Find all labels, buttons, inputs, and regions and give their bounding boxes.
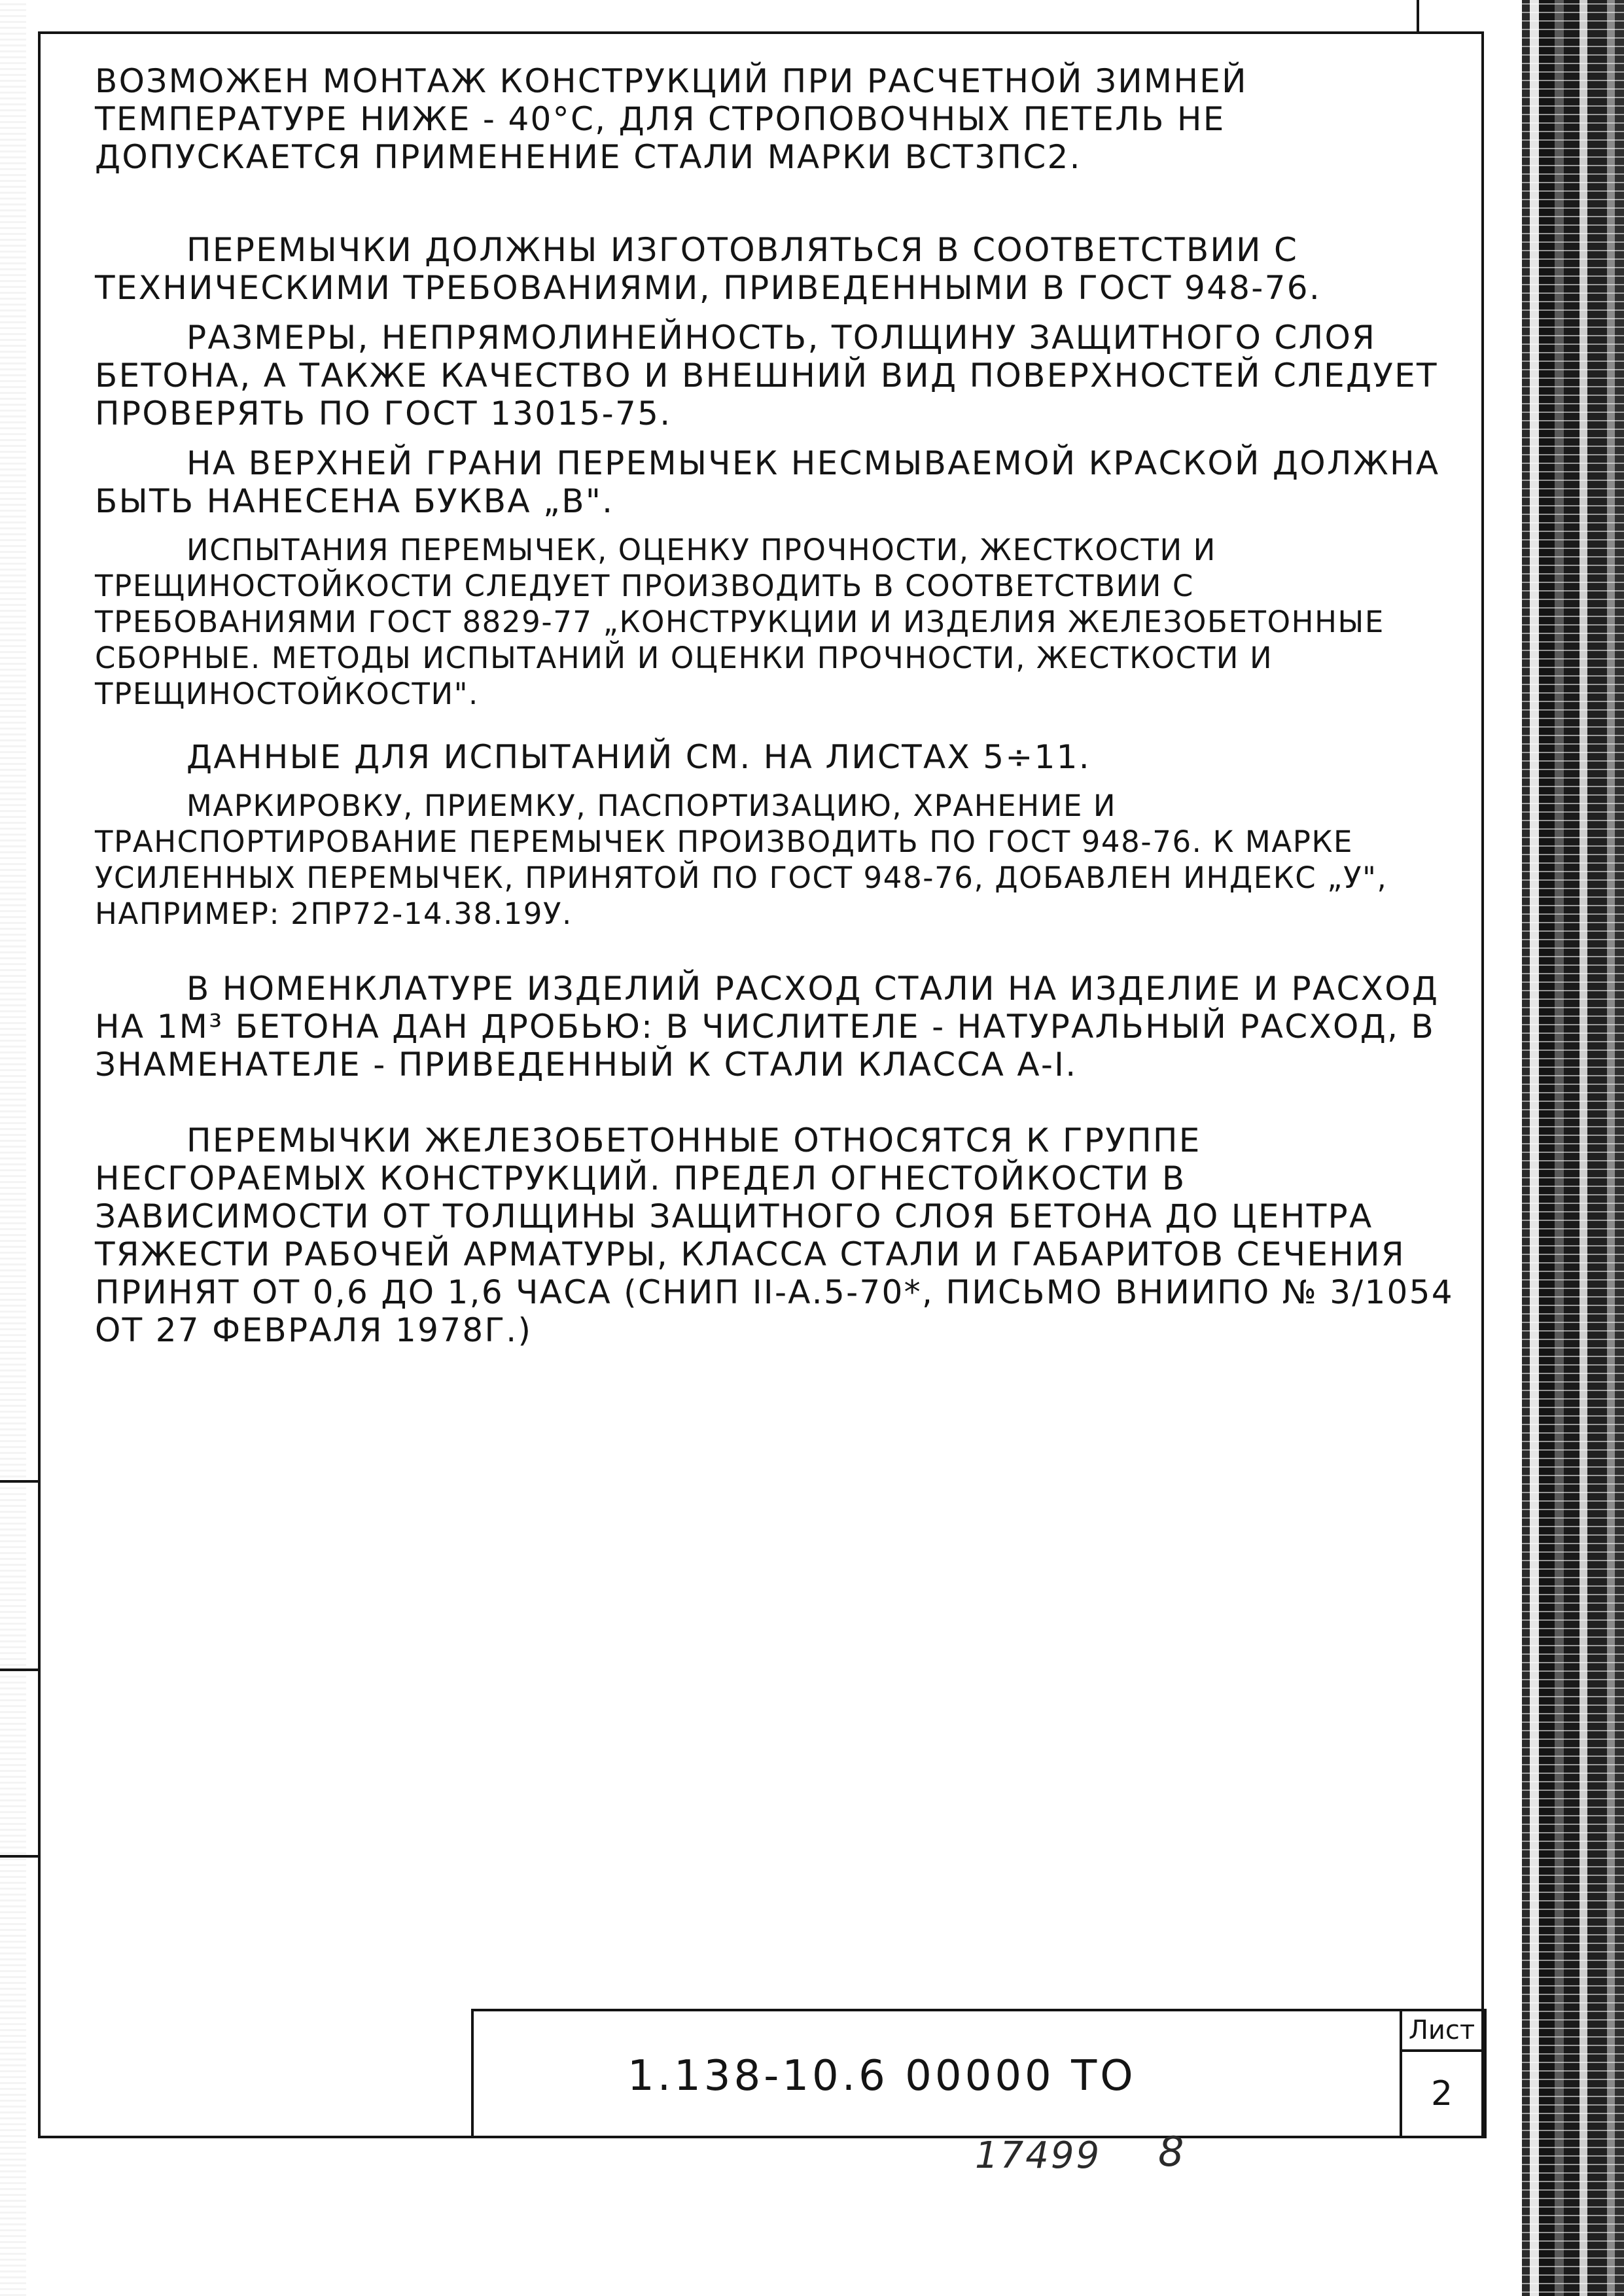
technical-notes xyxy=(95,62,1456,1349)
paragraph-marking-storage: МАРКИРОВКУ, ПРИЕМКУ, ПАСПОРТИЗАЦИЮ, ХРАНЕНИЕ И ТРАНСПОРТИРОВАНИЕ ПЕРЕМЫЧЕК ПРОИЗВОДИТЬ ПО ГОСТ 948-76. К МАРКЕ УСИЛЕННЫХ ПЕРЕМЫЧЕК, ПРИНЯТОЙ ПО ГОСТ 948-76, ДОБАВЛЕН ИНДЕКС „У", НАПРИМЕР: 2ПР72-14.38.19У. xyxy=(95,788,1388,931)
scan-edge-left xyxy=(0,0,26,2296)
margin-tick xyxy=(0,1855,41,1858)
paragraph-frost-note: ВОЗМОЖЕН МОНТАЖ КОНСТРУКЦИЙ ПРИ РАСЧЕТНОЙ ЗИМНЕЙ ТЕМПЕРАТУРЕ НИЖЕ - 40°С, ДЛЯ СТРОПОВОЧНЫХ ПЕТЕЛЬ НЕ ДОПУСКАЕТСЯ ПРИМЕНЕНИЕ СТАЛИ МАРКИ ВСТ3ПС2. xyxy=(95,62,1248,176)
sheet-cell xyxy=(1400,2011,1484,2136)
archive-number: 17499 xyxy=(975,2134,1102,2177)
paragraph-marking-letter: НА ВЕРХНЕЙ ГРАНИ ПЕРЕМЫЧЕК НЕСМЫВАЕМОЙ КРАСКОЙ ДОЛЖНА БЫТЬ НАНЕСЕНА БУКВА „В". xyxy=(95,444,1440,520)
paragraph-steel-consumption: В НОМЕНКЛАТУРЕ ИЗДЕЛИЙ РАСХОД СТАЛИ НА ИЗДЕЛИЕ И РАСХОД НА 1М³ БЕТОНА ДАН ДРОБЬЮ: В ЧИСЛИТЕЛЕ - НАТУРАЛЬНЫЙ РАСХОД, В ЗНАМЕНАТЕЛЕ - ПРИВЕДЕННЫЙ К СТАЛИ КЛАССА А-I. xyxy=(95,970,1439,1084)
paragraph-testing: ИСПЫТАНИЯ ПЕРЕМЫЧЕК, ОЦЕНКУ ПРОЧНОСТИ, ЖЕСТКОСТИ И ТРЕЩИНОСТОЙКОСТИ СЛЕДУЕТ ПРОИЗВОДИТЬ В СООТВЕТСТВИИ С ТРЕБОВАНИЯМИ ГОСТ 8829-77 „КОНСТРУКЦИИ И ИЗДЕЛИЯ ЖЕЛЕЗОБЕТОННЫЕ СБОРНЫЕ. МЕТОДЫ ИСПЫТАНИЙ И ОЦЕНКИ ПРОЧНОСТИ, ЖЕСТКОСТИ И ТРЕЩИНОСТОЙКОСТИ". xyxy=(95,533,1385,711)
sheet-label: Лист xyxy=(1402,2011,1481,2052)
paragraph-dimensions-check: РАЗМЕРЫ, НЕПРЯМОЛИНЕЙНОСТЬ, ТОЛЩИНУ ЗАЩИТНОГО СЛОЯ БЕТОНА, А ТАКЖЕ КАЧЕСТВО И ВНЕШНИЙ ВИД ПОВЕРХНОСТЕЙ СЛЕДУЕТ ПРОВЕРЯТЬ ПО ГОСТ 13015-75. xyxy=(95,319,1438,433)
scan-edge-right xyxy=(1517,0,1624,2296)
margin-tick xyxy=(0,1480,41,1483)
paragraph-test-data: ДАННЫЕ ДЛЯ ИСПЫТАНИЙ СМ. НА ЛИСТАХ 5÷11. xyxy=(186,738,1091,776)
frame-tick xyxy=(1417,0,1419,31)
paragraph-manufacture: ПЕРЕМЫЧКИ ДОЛЖНЫ ИЗГОТОВЛЯТЬСЯ В СООТВЕТСТВИИ С ТЕХНИЧЕСКИМИ ТРЕБОВАНИЯМИ, ПРИВЕДЕННЫМИ В ГОСТ 948-76. xyxy=(95,231,1322,307)
paragraph-fire-resistance: ПЕРЕМЫЧКИ ЖЕЛЕЗОБЕТОННЫЕ ОТНОСЯТСЯ К ГРУППЕ НЕСГОРАЕМЫХ КОНСТРУКЦИЙ. ПРЕДЕЛ ОГНЕСТОЙКОСТИ В ЗАВИСИМОСТИ ОТ ТОЛЩИНЫ ЗАЩИТНОГО СЛОЯ БЕТОНА ДО ЦЕНТРА ТЯЖЕСТИ РАБОЧЕЙ АРМАТУРЫ, КЛАССА СТАЛИ И ГАБАРИТОВ СЕЧЕНИЯ ПРИНЯТ ОТ 0,6 ДО 1,6 ЧАСА (СНИП II-А.5-70*, ПИСЬМО ВНИИПО № 3/1054 ОТ 27 ФЕВРАЛЯ 1978Г.) xyxy=(95,1122,1454,1349)
title-block xyxy=(471,2009,1487,2138)
sheet-number: 2 xyxy=(1430,2074,1453,2113)
margin-tick xyxy=(0,1669,41,1671)
archive-page: 8 xyxy=(1158,2128,1184,2176)
document-code: 1.138-10.6 00000 ТО xyxy=(627,2052,1137,2100)
